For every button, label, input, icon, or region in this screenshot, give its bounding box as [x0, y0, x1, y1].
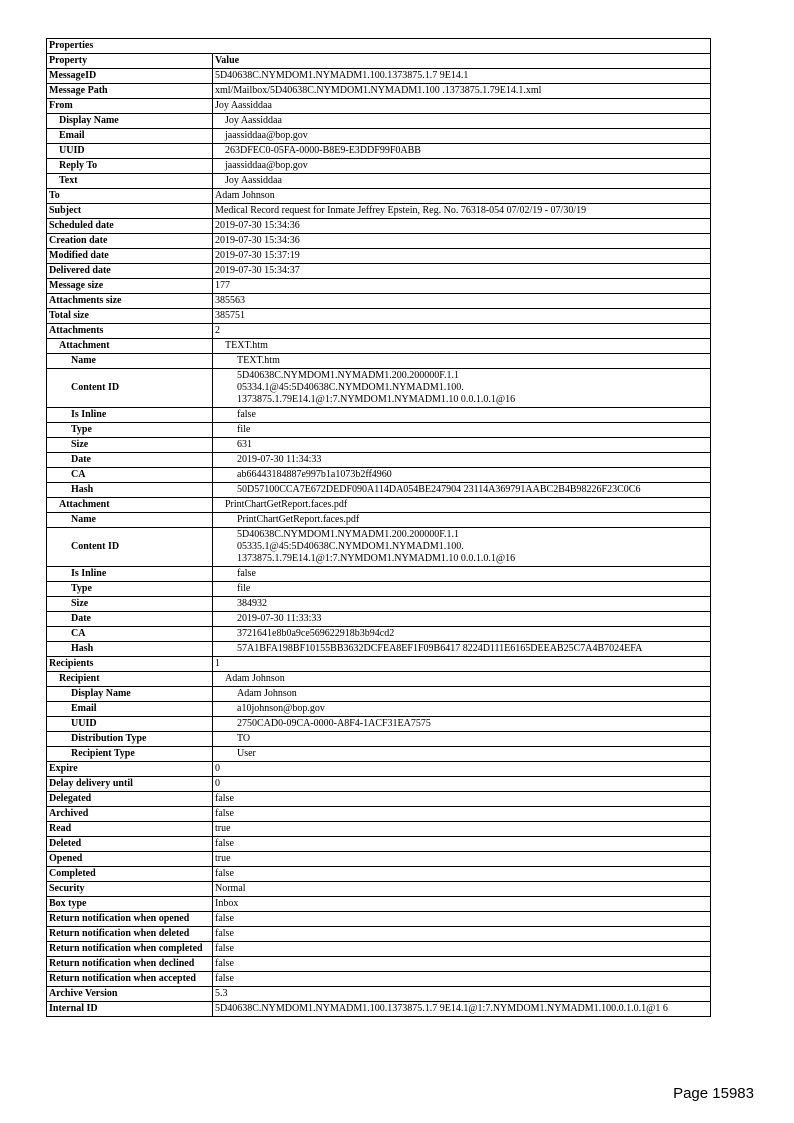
property-name: Completed	[47, 867, 213, 882]
property-name: Is Inline	[47, 567, 213, 582]
table-row	[47, 369, 711, 408]
table-row	[47, 702, 711, 717]
property-name: Email	[47, 129, 213, 144]
table-row	[47, 204, 711, 219]
property-value: jaassiddaa@bop.gov	[213, 129, 711, 144]
property-value: TO	[213, 732, 711, 747]
table-row	[47, 657, 711, 672]
table-row	[47, 822, 711, 837]
table-row	[47, 408, 711, 423]
table-row	[47, 582, 711, 597]
table-row	[47, 483, 711, 498]
property-name: Expire	[47, 762, 213, 777]
property-name: Name	[47, 354, 213, 369]
property-value: 263DFEC0-05FA-0000-B8E9-E3DDF99F0ABB	[213, 144, 711, 159]
property-value: 5.3	[213, 987, 711, 1002]
property-name: Deleted	[47, 837, 213, 852]
property-name: Attachments	[47, 324, 213, 339]
table-title: Properties	[47, 39, 711, 54]
property-value: 2019-07-30 15:34:36	[213, 219, 711, 234]
property-name: Date	[47, 612, 213, 627]
table-row	[47, 897, 711, 912]
table-row	[47, 882, 711, 897]
property-value: 5D40638C.NYMDOM1.NYMADM1.100.1373875.1.7 9E14.1	[213, 69, 711, 84]
property-name: Read	[47, 822, 213, 837]
property-name: Return notification when declined	[47, 957, 213, 972]
property-name: Type	[47, 423, 213, 438]
table-row	[47, 69, 711, 84]
table-row	[47, 114, 711, 129]
property-name: Message Path	[47, 84, 213, 99]
property-value: file	[213, 423, 711, 438]
property-name: Return notification when opened	[47, 912, 213, 927]
property-name: CA	[47, 627, 213, 642]
property-value: Medical Record request for Inmate Jeffrey Epstein, Reg. No. 76318-054 07/02/19 - 07/30/19	[213, 204, 711, 219]
property-value: false	[213, 408, 711, 423]
property-value: 2019-07-30 11:34:33	[213, 453, 711, 468]
property-value: 2	[213, 324, 711, 339]
property-value: 0	[213, 762, 711, 777]
table-row	[47, 987, 711, 1002]
property-value: true	[213, 852, 711, 867]
property-name: Display Name	[47, 114, 213, 129]
property-name: MessageID	[47, 69, 213, 84]
property-value: false	[213, 567, 711, 582]
property-name: Return notification when completed	[47, 942, 213, 957]
table-row	[47, 249, 711, 264]
property-name: Archive Version	[47, 987, 213, 1002]
property-value: jaassiddaa@bop.gov	[213, 159, 711, 174]
table-row	[47, 189, 711, 204]
table-row	[47, 747, 711, 762]
property-name: Hash	[47, 642, 213, 657]
table-row	[47, 159, 711, 174]
column-header-property: Property	[47, 54, 213, 69]
table-row	[47, 942, 711, 957]
property-value: false	[213, 867, 711, 882]
property-value: 50D57100CCA7E672DEDF090A114DA054BE247904 23114A369791AABC2B4B98226F23C0C6	[213, 483, 711, 498]
property-name: Display Name	[47, 687, 213, 702]
table-row	[47, 264, 711, 279]
property-value: 2750CAD0-09CA-0000-A8F4-1ACF31EA7575	[213, 717, 711, 732]
property-value: 384932	[213, 597, 711, 612]
table-row	[47, 354, 711, 369]
property-name: Email	[47, 702, 213, 717]
table-row	[47, 339, 711, 354]
property-value: false	[213, 807, 711, 822]
property-value: 5D40638C.NYMDOM1.NYMADM1.200.200000F.1.1 05335.1@45:5D40638C.NYMDOM1.NYMADM1.100. 1373875.1.79E14.1@1:7.NYMDOM1.NYMADM1.10 0.0.1.0.1@16	[213, 528, 711, 567]
table-row	[47, 627, 711, 642]
property-value: Adam Johnson	[213, 672, 711, 687]
table-row	[47, 174, 711, 189]
property-name: Type	[47, 582, 213, 597]
property-value: Joy Aassiddaa	[213, 114, 711, 129]
table-row	[47, 1002, 711, 1017]
property-name: Delivered date	[47, 264, 213, 279]
table-row	[47, 144, 711, 159]
property-value: false	[213, 942, 711, 957]
property-value: false	[213, 837, 711, 852]
table-row	[47, 234, 711, 249]
property-value: PrintChartGetReport.faces.pdf	[213, 513, 711, 528]
property-value: 5D40638C.NYMDOM1.NYMADM1.200.200000F.1.1 05334.1@45:5D40638C.NYMDOM1.NYMADM1.100. 1373875.1.79E14.1@1:7.NYMDOM1.NYMADM1.10 0.0.1.0.1@16	[213, 369, 711, 408]
property-value: 2019-07-30 15:34:37	[213, 264, 711, 279]
table-header-row	[47, 54, 711, 69]
property-name: Security	[47, 882, 213, 897]
table-row	[47, 129, 711, 144]
property-value: false	[213, 792, 711, 807]
property-name: Text	[47, 174, 213, 189]
property-value: a10johnson@bop.gov	[213, 702, 711, 717]
table-row	[47, 423, 711, 438]
property-value: TEXT.htm	[213, 354, 711, 369]
property-value: ab66443184887e997b1a1073b2ff4960	[213, 468, 711, 483]
property-name: Message size	[47, 279, 213, 294]
property-name: To	[47, 189, 213, 204]
table-row	[47, 957, 711, 972]
property-value: file	[213, 582, 711, 597]
table-row	[47, 927, 711, 942]
table-row	[47, 762, 711, 777]
table-row	[47, 528, 711, 567]
property-value: xml/Mailbox/5D40638C.NYMDOM1.NYMADM1.100 .1373875.1.79E14.1.xml	[213, 84, 711, 99]
property-name: Content ID	[47, 528, 213, 567]
property-name: Recipient Type	[47, 747, 213, 762]
table-row	[47, 912, 711, 927]
property-value: 2019-07-30 15:34:36	[213, 234, 711, 249]
property-value: Adam Johnson	[213, 687, 711, 702]
property-value: 385563	[213, 294, 711, 309]
table-row	[47, 453, 711, 468]
property-value: false	[213, 972, 711, 987]
table-row	[47, 717, 711, 732]
property-name: Box type	[47, 897, 213, 912]
property-name: Internal ID	[47, 1002, 213, 1017]
page-number: Page 15983	[673, 1085, 754, 1102]
table-row	[47, 498, 711, 513]
property-name: Is Inline	[47, 408, 213, 423]
table-row	[47, 279, 711, 294]
property-value: 385751	[213, 309, 711, 324]
property-name: Recipient	[47, 672, 213, 687]
property-name: Modified date	[47, 249, 213, 264]
property-value: 5D40638C.NYMDOM1.NYMADM1.100.1373875.1.7 9E14.1@1:7.NYMDOM1.NYMADM1.100.0.1.0.1@1 6	[213, 1002, 711, 1017]
property-name: Attachment	[47, 339, 213, 354]
property-name: Date	[47, 453, 213, 468]
table-row	[47, 99, 711, 114]
properties-table-body	[47, 39, 711, 1017]
properties-table	[46, 38, 711, 1017]
table-row	[47, 792, 711, 807]
column-header-value: Value	[213, 54, 711, 69]
table-row	[47, 837, 711, 852]
property-value: false	[213, 927, 711, 942]
property-value: false	[213, 957, 711, 972]
table-row	[47, 84, 711, 99]
property-name: Subject	[47, 204, 213, 219]
property-value: Joy Aassiddaa	[213, 99, 711, 114]
property-value: Inbox	[213, 897, 711, 912]
table-row	[47, 852, 711, 867]
property-name: Attachment	[47, 498, 213, 513]
property-value: TEXT.htm	[213, 339, 711, 354]
property-value: Adam Johnson	[213, 189, 711, 204]
property-name: Size	[47, 438, 213, 453]
table-row	[47, 438, 711, 453]
table-row	[47, 324, 711, 339]
property-name: From	[47, 99, 213, 114]
property-name: Creation date	[47, 234, 213, 249]
property-name: Opened	[47, 852, 213, 867]
property-name: UUID	[47, 717, 213, 732]
table-row	[47, 867, 711, 882]
property-value: 631	[213, 438, 711, 453]
property-value: 2019-07-30 15:37:19	[213, 249, 711, 264]
table-row	[47, 642, 711, 657]
property-name: CA	[47, 468, 213, 483]
table-row	[47, 807, 711, 822]
property-name: Return notification when deleted	[47, 927, 213, 942]
table-row	[47, 612, 711, 627]
table-row	[47, 219, 711, 234]
property-name: Total size	[47, 309, 213, 324]
table-row	[47, 732, 711, 747]
table-row	[47, 777, 711, 792]
property-name: Delegated	[47, 792, 213, 807]
property-name: Recipients	[47, 657, 213, 672]
property-value: User	[213, 747, 711, 762]
property-name: Content ID	[47, 369, 213, 408]
property-name: UUID	[47, 144, 213, 159]
table-title-row	[47, 39, 711, 54]
property-value: 177	[213, 279, 711, 294]
property-name: Return notification when accepted	[47, 972, 213, 987]
property-value: false	[213, 912, 711, 927]
property-name: Name	[47, 513, 213, 528]
property-value: 57A1BFA198BF10155BB3632DCFEA8EF1F09B6417 8224D111E6165DEEAB25C7A4B7024EFA	[213, 642, 711, 657]
property-value: 2019-07-30 11:33:33	[213, 612, 711, 627]
table-row	[47, 468, 711, 483]
table-row	[47, 309, 711, 324]
property-name: Archived	[47, 807, 213, 822]
table-row	[47, 294, 711, 309]
property-value: PrintChartGetReport.faces.pdf	[213, 498, 711, 513]
property-value: Joy Aassiddaa	[213, 174, 711, 189]
property-value: 3721641e8b0a9ce569622918b3b94cd2	[213, 627, 711, 642]
property-name: Attachments size	[47, 294, 213, 309]
property-name: Scheduled date	[47, 219, 213, 234]
table-row	[47, 513, 711, 528]
property-name: Size	[47, 597, 213, 612]
property-name: Delay delivery until	[47, 777, 213, 792]
property-value: true	[213, 822, 711, 837]
property-name: Hash	[47, 483, 213, 498]
table-row	[47, 687, 711, 702]
property-value: 0	[213, 777, 711, 792]
table-row	[47, 567, 711, 582]
table-row	[47, 972, 711, 987]
table-row	[47, 597, 711, 612]
property-value: Normal	[213, 882, 711, 897]
property-value: 1	[213, 657, 711, 672]
table-row	[47, 672, 711, 687]
property-name: Reply To	[47, 159, 213, 174]
property-name: Distribution Type	[47, 732, 213, 747]
